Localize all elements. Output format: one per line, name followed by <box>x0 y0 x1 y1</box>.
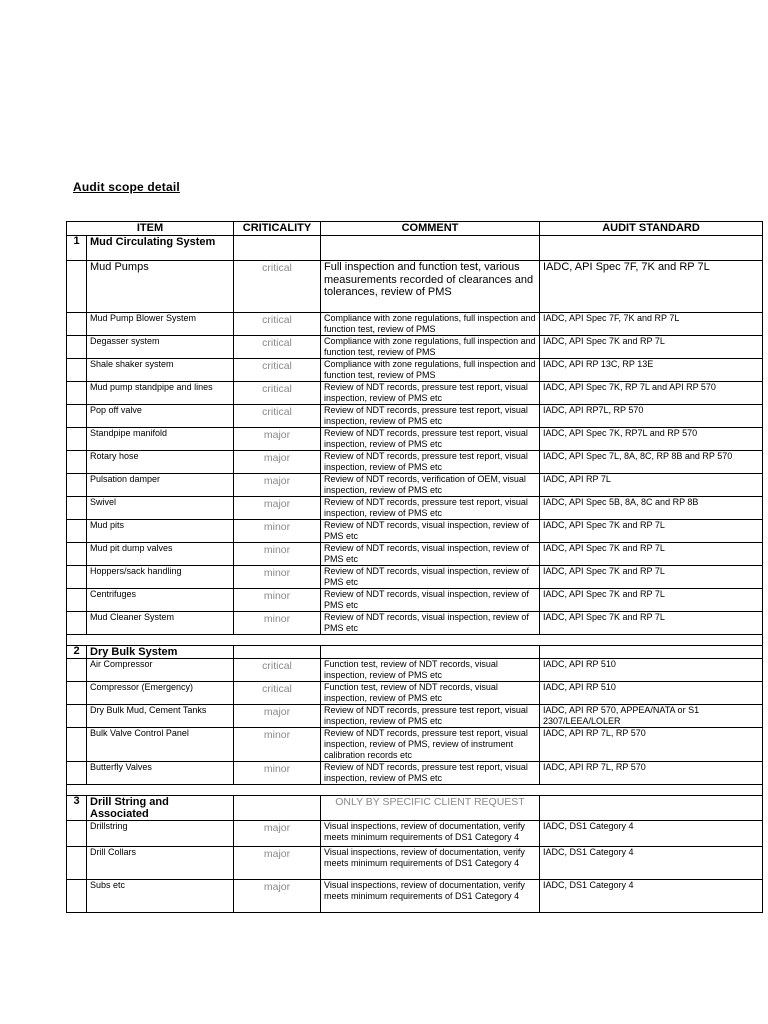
spacer-cell <box>67 635 763 646</box>
section-note: ONLY BY SPECIFIC CLIENT REQUEST <box>321 796 540 821</box>
criticality-value: minor <box>234 612 321 635</box>
comment-text: Compliance with zone regulations, full inspection and function test, review of PMS <box>321 359 540 382</box>
table-row <box>67 497 763 520</box>
audit-standard-text: IADC, API RP 7L, RP 570 <box>540 762 763 785</box>
table-row <box>67 543 763 566</box>
criticality-value: major <box>234 847 321 880</box>
section-header-row <box>67 236 763 261</box>
comment-text: Function test, review of NDT records, visual inspection, review of PMS etc <box>321 659 540 682</box>
comment-text: Visual inspections, review of documentation, verify meets minimum requirements of DS1 Category 4 <box>321 821 540 847</box>
row-number-cell <box>67 589 87 612</box>
audit-standard-text: IADC, API Spec 5B, 8A, 8C and RP 8B <box>540 497 763 520</box>
section-number: 1 <box>67 236 87 261</box>
section-standard-cell <box>540 796 763 821</box>
table-row <box>67 762 763 785</box>
row-number-cell <box>67 261 87 313</box>
table-row <box>67 451 763 474</box>
audit-standard-text: IADC, API RP 510 <box>540 682 763 705</box>
criticality-value: minor <box>234 520 321 543</box>
criticality-value: minor <box>234 543 321 566</box>
table-body <box>67 236 763 913</box>
row-number-cell <box>67 847 87 880</box>
row-number-cell <box>67 405 87 428</box>
criticality-value: critical <box>234 382 321 405</box>
audit-standard-text: IADC, API Spec 7F, 7K and RP 7L <box>540 261 763 313</box>
item-name: Degasser system <box>87 336 234 359</box>
item-name: Swivel <box>87 497 234 520</box>
criticality-value: minor <box>234 566 321 589</box>
section-number: 2 <box>67 646 87 659</box>
criticality-value: major <box>234 705 321 728</box>
table-row <box>67 359 763 382</box>
row-number-cell <box>67 762 87 785</box>
audit-standard-text: IADC, API RP 510 <box>540 659 763 682</box>
item-name: Compressor (Emergency) <box>87 682 234 705</box>
criticality-value: critical <box>234 313 321 336</box>
row-number-cell <box>67 682 87 705</box>
comment-text: Review of NDT records, visual inspection, review of PMS etc <box>321 612 540 635</box>
row-number-cell <box>67 821 87 847</box>
item-name: Mud pump standpipe and lines <box>87 382 234 405</box>
criticality-value: minor <box>234 589 321 612</box>
table-row <box>67 382 763 405</box>
row-number-cell <box>67 659 87 682</box>
criticality-value: major <box>234 497 321 520</box>
audit-standard-text: IADC, API Spec 7K and RP 7L <box>540 520 763 543</box>
row-number-cell <box>67 728 87 762</box>
table-row <box>67 261 763 313</box>
item-name: Air Compressor <box>87 659 234 682</box>
item-name: Rotary hose <box>87 451 234 474</box>
row-number-cell <box>67 566 87 589</box>
comment-text: Review of NDT records, visual inspection, review of PMS etc <box>321 566 540 589</box>
column-header-comment: COMMENT <box>321 222 540 236</box>
criticality-value: critical <box>234 261 321 313</box>
audit-scope-table <box>66 221 763 913</box>
section-header-row <box>67 796 763 821</box>
section-standard-cell <box>540 236 763 261</box>
criticality-value: major <box>234 474 321 497</box>
comment-text: Review of NDT records, verification of OEM, visual inspection, review of PMS etc <box>321 474 540 497</box>
item-name: Mud Cleaner System <box>87 612 234 635</box>
row-number-cell <box>67 880 87 913</box>
table-row <box>67 612 763 635</box>
row-number-cell <box>67 612 87 635</box>
audit-standard-text: IADC, API Spec 7K and RP 7L <box>540 543 763 566</box>
comment-text: Full inspection and function test, various measurements recorded of clearances and tolerances, review of PMS <box>321 261 540 313</box>
comment-text: Review of NDT records, visual inspection, review of PMS etc <box>321 520 540 543</box>
spacer-cell <box>67 785 763 796</box>
criticality-value: major <box>234 821 321 847</box>
table-row <box>67 589 763 612</box>
table-header-row <box>67 222 763 236</box>
comment-text: Review of NDT records, visual inspection, review of PMS etc <box>321 543 540 566</box>
section-criticality-cell <box>234 646 321 659</box>
item-name: Bulk Valve Control Panel <box>87 728 234 762</box>
audit-standard-text: IADC, API Spec 7K and RP 7L <box>540 589 763 612</box>
page-heading: Audit scope detail <box>73 180 180 194</box>
criticality-value: minor <box>234 728 321 762</box>
table-row <box>67 728 763 762</box>
comment-text: Review of NDT records, pressure test report, visual inspection, review of PMS etc <box>321 705 540 728</box>
comment-text: Compliance with zone regulations, full inspection and function test, review of PMS <box>321 336 540 359</box>
audit-standard-text: IADC, API RP 13C, RP 13E <box>540 359 763 382</box>
row-number-cell <box>67 359 87 382</box>
criticality-value: major <box>234 451 321 474</box>
table-row <box>67 336 763 359</box>
item-name: Shale shaker system <box>87 359 234 382</box>
item-name: Standpipe manifold <box>87 428 234 451</box>
item-name: Mud pits <box>87 520 234 543</box>
audit-standard-text: IADC, DS1 Category 4 <box>540 847 763 880</box>
table-row <box>67 682 763 705</box>
row-number-cell <box>67 474 87 497</box>
table-row <box>67 313 763 336</box>
column-header-criticality: CRITICALITY <box>234 222 321 236</box>
comment-text: Review of NDT records, pressure test report, visual inspection, review of PMS, review of instrument calibration records etc <box>321 728 540 762</box>
comment-text: Review of NDT records, pressure test report, visual inspection, review of PMS etc <box>321 405 540 428</box>
section-spacer-row <box>67 635 763 646</box>
row-number-cell <box>67 313 87 336</box>
comment-text: Review of NDT records, pressure test report, visual inspection, review of PMS etc <box>321 451 540 474</box>
comment-text: Visual inspections, review of documentation, verify meets minimum requirements of DS1 Category 4 <box>321 847 540 880</box>
audit-standard-text: IADC, API Spec 7F, 7K and RP 7L <box>540 313 763 336</box>
section-standard-cell <box>540 646 763 659</box>
comment-text: Review of NDT records, pressure test report, visual inspection, review of PMS etc <box>321 497 540 520</box>
audit-standard-text: IADC, API RP7L, RP 570 <box>540 405 763 428</box>
audit-standard-text: IADC, API Spec 7K and RP 7L <box>540 336 763 359</box>
comment-text: Review of NDT records, visual inspection, review of PMS etc <box>321 589 540 612</box>
row-number-cell <box>67 428 87 451</box>
comment-text: Compliance with zone regulations, full inspection and function test, review of PMS <box>321 313 540 336</box>
column-header-audit-standard: AUDIT STANDARD <box>540 222 763 236</box>
item-name: Pulsation damper <box>87 474 234 497</box>
table-row <box>67 659 763 682</box>
table-row <box>67 428 763 451</box>
criticality-value: major <box>234 428 321 451</box>
audit-standard-text: IADC, DS1 Category 4 <box>540 821 763 847</box>
section-note <box>321 646 540 659</box>
item-name: Pop off valve <box>87 405 234 428</box>
criticality-value: critical <box>234 336 321 359</box>
item-name: Dry Bulk Mud, Cement Tanks <box>87 705 234 728</box>
column-header-item: ITEM <box>67 222 234 236</box>
item-name: Drillstring <box>87 821 234 847</box>
item-name: Hoppers/sack handling <box>87 566 234 589</box>
item-name: Subs etc <box>87 880 234 913</box>
table-row <box>67 566 763 589</box>
audit-standard-text: IADC, API RP 7L, RP 570 <box>540 728 763 762</box>
section-number: 3 <box>67 796 87 821</box>
criticality-value: critical <box>234 682 321 705</box>
comment-text: Review of NDT records, pressure test report, visual inspection, review of PMS etc <box>321 762 540 785</box>
audit-standard-text: IADC, API Spec 7K, RP7L and RP 570 <box>540 428 763 451</box>
audit-standard-text: IADC, DS1 Category 4 <box>540 880 763 913</box>
row-number-cell <box>67 520 87 543</box>
table-row <box>67 520 763 543</box>
section-title: Dry Bulk System <box>87 646 234 659</box>
row-number-cell <box>67 451 87 474</box>
comment-text: Review of NDT records, pressure test report, visual inspection, review of PMS etc <box>321 428 540 451</box>
row-number-cell <box>67 543 87 566</box>
item-name: Centrifuges <box>87 589 234 612</box>
item-name: Butterfly Valves <box>87 762 234 785</box>
item-name: Mud Pump Blower System <box>87 313 234 336</box>
section-spacer-row <box>67 785 763 796</box>
criticality-value: major <box>234 880 321 913</box>
section-header-row <box>67 646 763 659</box>
audit-standard-text: IADC, API Spec 7K and RP 7L <box>540 566 763 589</box>
audit-standard-text: IADC, API Spec 7L, 8A, 8C, RP 8B and RP 570 <box>540 451 763 474</box>
comment-text: Review of NDT records, pressure test report, visual inspection, review of PMS etc <box>321 382 540 405</box>
table-row <box>67 405 763 428</box>
section-note <box>321 236 540 261</box>
audit-standard-text: IADC, API Spec 7K and RP 7L <box>540 612 763 635</box>
criticality-value: critical <box>234 405 321 428</box>
criticality-value: minor <box>234 762 321 785</box>
section-criticality-cell <box>234 796 321 821</box>
item-name: Drill Collars <box>87 847 234 880</box>
section-criticality-cell <box>234 236 321 261</box>
table-row <box>67 880 763 913</box>
comment-text: Function test, review of NDT records, visual inspection, review of PMS etc <box>321 682 540 705</box>
item-name: Mud Pumps <box>87 261 234 313</box>
comment-text: Visual inspections, review of documentation, verify meets minimum requirements of DS1 Category 4 <box>321 880 540 913</box>
item-name: Mud pit dump valves <box>87 543 234 566</box>
row-number-cell <box>67 382 87 405</box>
audit-standard-text: IADC, API RP 570, APPEA/NATA or S1 2307/LEEA/LOLER <box>540 705 763 728</box>
audit-standard-text: IADC, API Spec 7K, RP 7L and API RP 570 <box>540 382 763 405</box>
audit-standard-text: IADC, API RP 7L <box>540 474 763 497</box>
table-row <box>67 474 763 497</box>
row-number-cell <box>67 705 87 728</box>
table-row <box>67 705 763 728</box>
row-number-cell <box>67 497 87 520</box>
table-row <box>67 821 763 847</box>
section-title: Drill String and Associated <box>87 796 234 821</box>
table-row <box>67 847 763 880</box>
section-title: Mud Circulating System <box>87 236 234 261</box>
criticality-value: critical <box>234 359 321 382</box>
criticality-value: critical <box>234 659 321 682</box>
row-number-cell <box>67 336 87 359</box>
